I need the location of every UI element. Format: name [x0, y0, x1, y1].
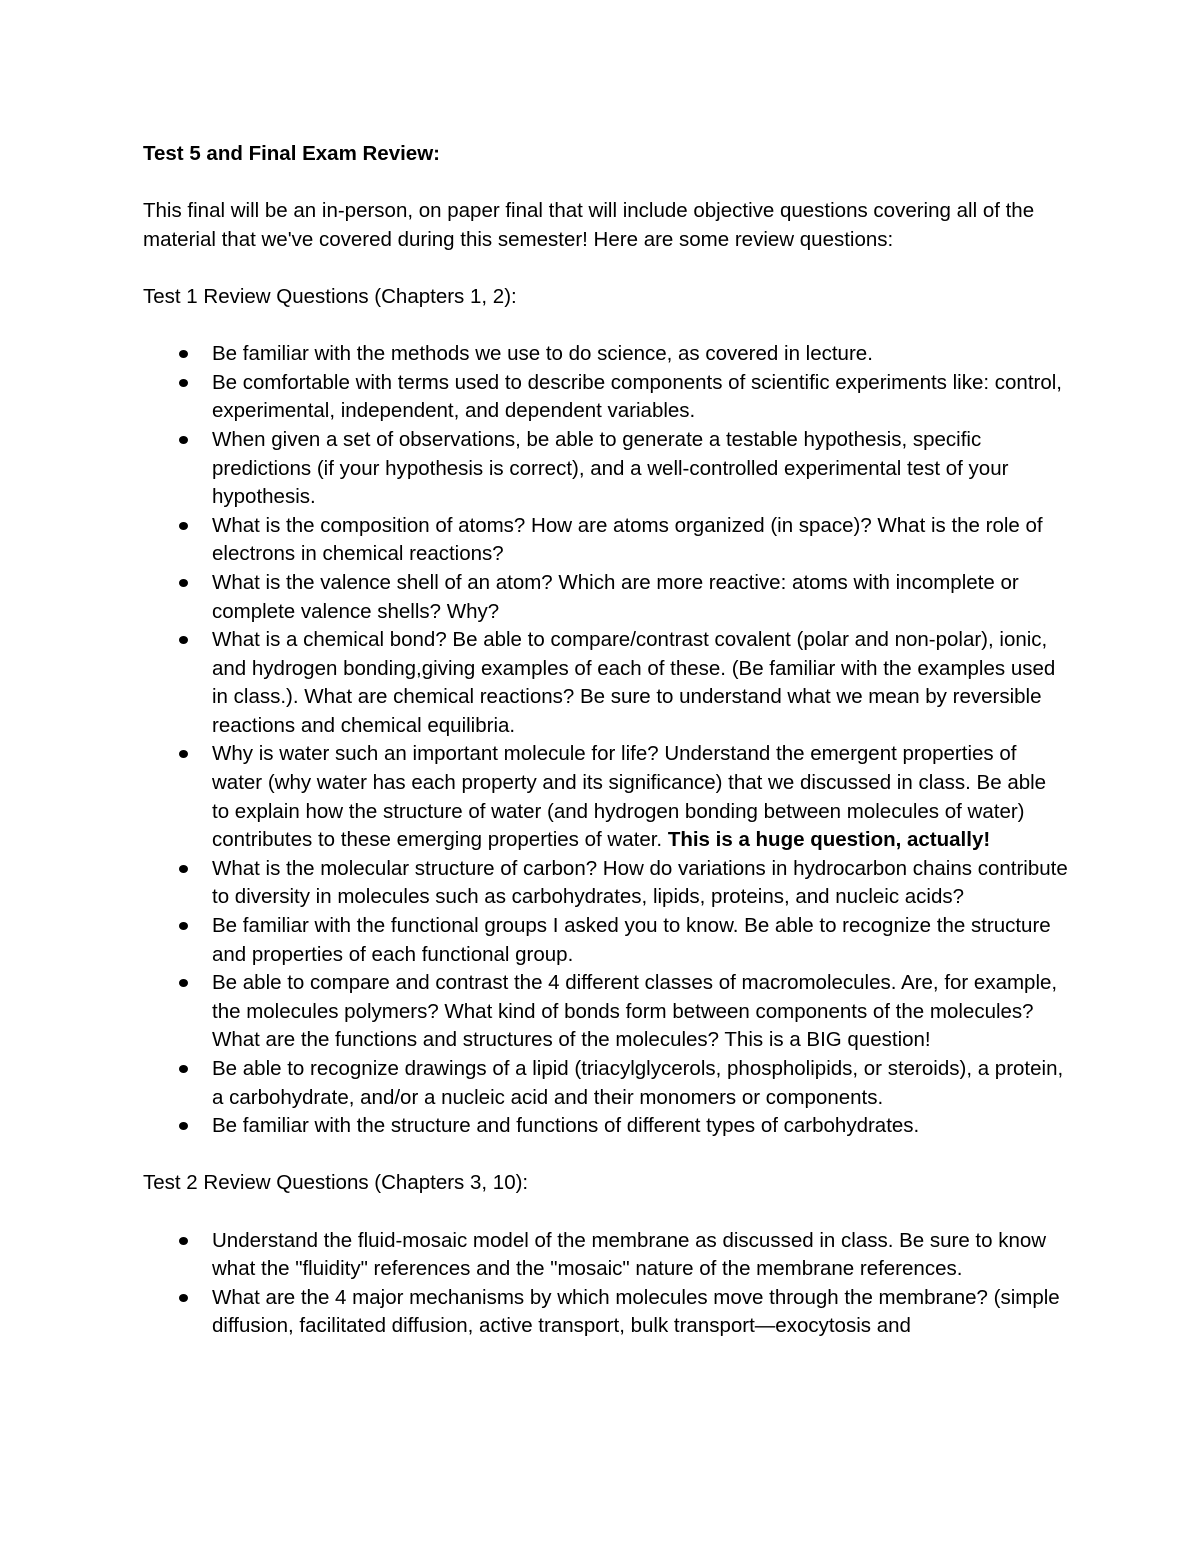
bullet-icon	[179, 636, 188, 644]
review-question-list	[143, 340, 1068, 1141]
bullet-icon	[179, 922, 188, 930]
list-item-text: What are the 4 major mechanisms by which molecules move through the membrane? (simple diffusion, facilitated diffusion, active transport, bulk transport—exocytosis and	[212, 1285, 1060, 1338]
list-item-text: Be familiar with the functional groups I asked you to know. Be able to recognize the structure and properties of each functional group.	[212, 914, 1051, 966]
list-item-text: What is a chemical bond? Be able to compare/contrast covalent (polar and non-polar), ionic, and hydrogen bonding,giving examples of each of these. (Be familiar with the examples used in class.). What are chemical reactions? Be sure to understand what we mean by reversible reactions and chemical equilibria.	[212, 628, 1056, 737]
bullet-icon	[179, 750, 188, 758]
list-item-text: What is the molecular structure of carbon? How do variations in hydrocarbon chains contribute to diversity in molecules such as carbohydrates, lipids, proteins, and nucleic acids?	[212, 856, 1068, 909]
list-item-text: Be familiar with the structure and functions of different types of carbohydrates.	[212, 1114, 920, 1138]
bullet-icon	[179, 1122, 188, 1130]
list-item	[143, 740, 1068, 854]
list-item	[143, 626, 1068, 740]
bullet-icon	[179, 350, 188, 358]
list-item	[143, 569, 1068, 626]
list-item-text: Understand the fluid-mosaic model of the membrane as discussed in class. Be sure to know what the "fluidity" references and the "mosaic" nature of the membrane references.	[212, 1228, 1047, 1281]
bullet-icon	[179, 1237, 188, 1245]
document-content	[143, 140, 1068, 1341]
bullet-icon	[179, 436, 188, 444]
section-test-1	[143, 283, 1068, 1141]
list-item	[143, 1227, 1068, 1284]
section-test-2	[143, 1169, 1068, 1341]
list-item	[143, 369, 1068, 426]
list-item	[143, 969, 1068, 1055]
list-item	[143, 855, 1068, 912]
bullet-icon	[179, 379, 188, 387]
list-item	[143, 340, 1068, 369]
list-item-text: When given a set of observations, be able to generate a testable hypothesis, specific predictions (if your hypothesis is correct), and a well-controlled experimental test of your hypothesis.	[212, 427, 1009, 509]
spacer	[143, 254, 1068, 283]
list-item-text: What is the valence shell of an atom? Which are more reactive: atoms with incomplete or complete valence shells? Why?	[212, 570, 1019, 623]
bullet-icon	[179, 865, 188, 873]
list-item	[143, 912, 1068, 969]
list-item-text: Why is water such an important molecule for life? Understand the emergent properties of water (why water has each property and its significance) that we discussed in class. Be able to explain how the structure of water (and hydrogen bonding between molecules of water) contributes to these emerging properties of water.	[212, 742, 1047, 852]
list-item	[143, 1112, 1068, 1141]
emphasis-text: This is a huge question, actually!	[667, 828, 991, 852]
bullet-icon	[179, 1294, 188, 1302]
bullet-icon	[179, 979, 188, 987]
document-title: Test 5 and Final Exam Review:	[143, 142, 440, 165]
list-item-text: Be able to compare and contrast the 4 different classes of macromolecules. Are, for example, the molecules polymers? What kind of bonds form between components of the molecules? What are the functions and structures of the molecules? This is a BIG question!	[212, 971, 1058, 1052]
review-question-list	[143, 1227, 1068, 1341]
spacer	[143, 1141, 1068, 1170]
spacer	[143, 1198, 1068, 1227]
intro-paragraph: This final will be an in-person, on paper final that will include objective questions covering all of the material that we've covered during this semester! Here are some review questions:	[143, 199, 1035, 251]
list-item	[143, 1284, 1068, 1341]
bullet-icon	[179, 1065, 188, 1073]
bullet-icon	[179, 579, 188, 587]
list-item	[143, 426, 1068, 512]
list-item-text: Be familiar with the methods we use to do science, as covered in lecture.	[212, 342, 873, 366]
spacer	[143, 169, 1068, 198]
bullet-icon	[179, 522, 188, 530]
list-item	[143, 512, 1068, 569]
list-item	[143, 1055, 1068, 1112]
section-heading: Test 2 Review Questions (Chapters 3, 10):	[143, 1171, 529, 1195]
list-item-text: Be able to recognize drawings of a lipid (triacylglycerols, phospholipids, or steroids), a protein, a carbohydrate, and/or a nucleic acid and their monomers or components.	[212, 1057, 1064, 1109]
list-item-text: Be comfortable with terms used to describe components of scientific experiments like: control, experimental, independent, and dependent variables.	[212, 370, 1062, 423]
list-item-text: What is the composition of atoms? How are atoms organized (in space)? What is the role of electrons in chemical reactions?	[212, 513, 1043, 566]
section-heading: Test 1 Review Questions (Chapters 1, 2):	[143, 284, 517, 308]
spacer	[143, 312, 1068, 341]
